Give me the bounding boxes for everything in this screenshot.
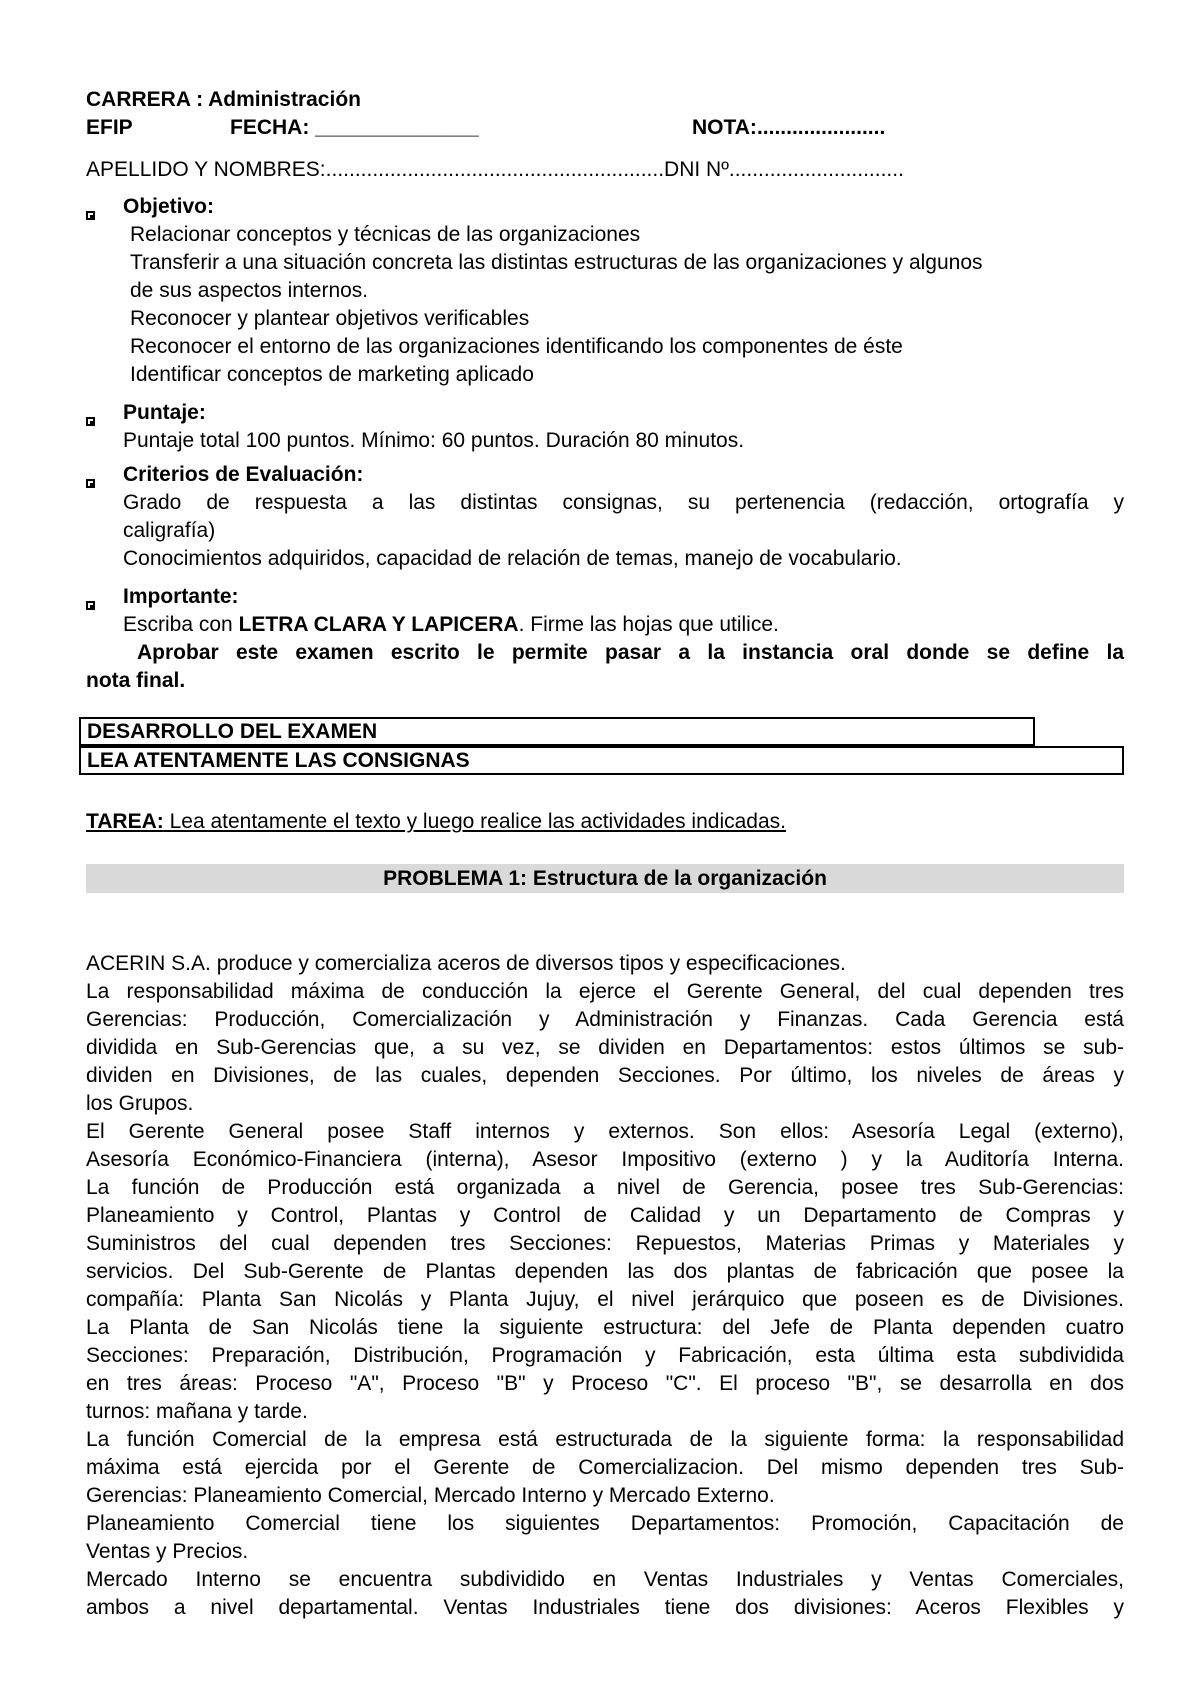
- problema-title: PROBLEMA 1: Estructura de la organización: [86, 864, 1124, 893]
- body-line: compañía: Planta San Nicolás y Planta Jujuy, el nivel jerárquico que poseen es de Divisiones.: [86, 1288, 1124, 1311]
- importante-title: Importante:: [123, 585, 239, 608]
- objetivo-line: Reconocer el entorno de las organizaciones identificando los componentes de éste: [130, 335, 903, 358]
- body-line: Gerencias: Producción, Comercialización y Administración y Finanzas. Cada Gerencia está: [86, 1008, 1124, 1031]
- objetivo-line: Identificar conceptos de marketing aplicado: [130, 363, 534, 386]
- objetivo-line: Transferir a una situación concreta las distintas estructuras de las organizaciones y algunos: [130, 251, 983, 274]
- desarrollo-box: DESARROLLO DEL EXAMEN: [79, 717, 1035, 746]
- carrera-label: CARRERA: [86, 88, 191, 111]
- institution: EFIP: [86, 116, 133, 139]
- bullet-icon: [86, 200, 95, 228]
- body-line: turnos: mañana y tarde.: [86, 1400, 308, 1423]
- criterios-line: Conocimientos adquiridos, capacidad de relación de temas, manejo de vocabulario.: [123, 547, 902, 570]
- tarea-text: Lea atentamente el texto y luego realice las actividades indicadas.: [163, 810, 786, 833]
- importante-pre: Escriba con: [123, 613, 239, 636]
- fecha-blank: ______________: [315, 116, 479, 139]
- body-line: Suministros del cual dependen tres Secciones: Repuestos, Materias Primas y Materiales y: [86, 1232, 1124, 1255]
- body-line: ambos a nivel departamental. Ventas Industriales tiene dos divisiones: Aceros Flexibles y: [86, 1596, 1124, 1619]
- bullet-icon: [86, 590, 95, 618]
- body-line: El Gerente General posee Staff internos y externos. Son ellos: Asesoría Legal (externo),: [86, 1120, 1124, 1143]
- criterios-line: caligrafía): [123, 519, 216, 542]
- criterios-title: Criterios de Evaluación:: [123, 463, 364, 486]
- objetivo-line: Reconocer y plantear objetivos verificables: [130, 307, 530, 330]
- body-line: Ventas y Precios.: [86, 1540, 249, 1563]
- apellido-dni-line: APELLIDO Y NOMBRES:..........................................................DNI Nº..............................: [86, 158, 904, 181]
- criterios-line: Grado de respuesta a las distintas consignas, su pertenencia (redacción, ortografía y: [123, 491, 1124, 514]
- puntaje-text: Puntaje total 100 puntos. Mínimo: 60 puntos. Duración 80 minutos.: [123, 429, 745, 452]
- body-line: ACERIN S.A. produce y comercializa aceros de diversos tipos y especificaciones.: [86, 952, 846, 975]
- importante-bold: LETRA CLARA Y LAPICERA: [238, 613, 519, 636]
- aprobar-note-line: nota final.: [86, 669, 186, 692]
- body-line: Planeamiento y Control, Plantas y Control de Calidad y un Departamento de Compras y: [86, 1204, 1124, 1227]
- nota-label: NOTA:: [692, 116, 757, 139]
- carrera-value: Administración: [208, 88, 361, 111]
- importante-text: [123, 611, 779, 639]
- tarea-label: TAREA:: [86, 810, 164, 833]
- importante-post: . Firme las hojas que utilice.: [518, 613, 779, 636]
- puntaje-title: Puntaje:: [123, 401, 206, 424]
- tarea-line: [86, 808, 786, 836]
- objetivo-title: Objetivo:: [123, 195, 215, 218]
- body-line: La Planta de San Nicolás tiene la siguiente estructura: del Jefe de Planta dependen cuatro: [86, 1316, 1124, 1339]
- body-line: en tres áreas: Proceso "A", Proceso "B" y Proceso "C". El proceso "B", se desarrolla en dos: [86, 1372, 1124, 1395]
- fecha-field: [230, 114, 479, 142]
- body-line: dividida en Sub-Gerencias que, a su vez, se dividen en Departamentos: estos últimos se sub-: [86, 1036, 1124, 1059]
- objetivo-line: de sus aspectos internos.: [130, 279, 369, 302]
- body-line: La función Comercial de la empresa está estructurada de la siguiente forma: la responsabilidad: [86, 1428, 1124, 1451]
- carrera-line: CARRERA : Administración: [86, 88, 361, 111]
- body-line: servicios. Del Sub-Gerente de Plantas dependen las dos plantas de fabricación que posee la: [86, 1260, 1124, 1283]
- body-line: Secciones: Preparación, Distribución, Programación y Fabricación, esta última esta subdividida: [86, 1344, 1124, 1367]
- body-line: los Grupos.: [86, 1092, 194, 1115]
- bullet-icon: [86, 406, 95, 434]
- body-line: Asesoría Económico-Financiera (interna), Asesor Impositivo (externo ) y la Auditoría Interna.: [86, 1148, 1124, 1171]
- aprobar-note-line: Aprobar este examen escrito le permite pasar a la instancia oral donde se define la: [137, 641, 1124, 664]
- bullet-icon: [86, 468, 95, 496]
- body-line: dividen en Divisiones, de las cuales, dependen Secciones. Por último, los niveles de áreas y: [86, 1064, 1124, 1087]
- body-line: máxima está ejercida por el Gerente de Comercializacion. Del mismo dependen tres Sub-: [86, 1456, 1124, 1479]
- nota-field: [692, 114, 885, 142]
- body-line: Planeamiento Comercial tiene los siguientes Departamentos: Promoción, Capacitación de: [86, 1512, 1124, 1535]
- nota-blank: ......................: [756, 116, 886, 139]
- body-line: Mercado Interno se encuentra subdividido en Ventas Industriales y Ventas Comerciales,: [86, 1568, 1124, 1591]
- problema-body: [86, 950, 1124, 1622]
- body-line: La función de Producción está organizada a nivel de Gerencia, posee tres Sub-Gerencias:: [86, 1176, 1124, 1199]
- body-line: Gerencias: Planeamiento Comercial, Mercado Interno y Mercado Externo.: [86, 1484, 775, 1507]
- objetivo-line: Relacionar conceptos y técnicas de las organizaciones: [130, 223, 641, 246]
- lea-box: LEA ATENTAMENTE LAS CONSIGNAS: [79, 746, 1124, 775]
- fecha-label: FECHA:: [230, 116, 310, 139]
- body-line: La responsabilidad máxima de conducción la ejerce el Gerente General, del cual dependen tres: [86, 980, 1124, 1003]
